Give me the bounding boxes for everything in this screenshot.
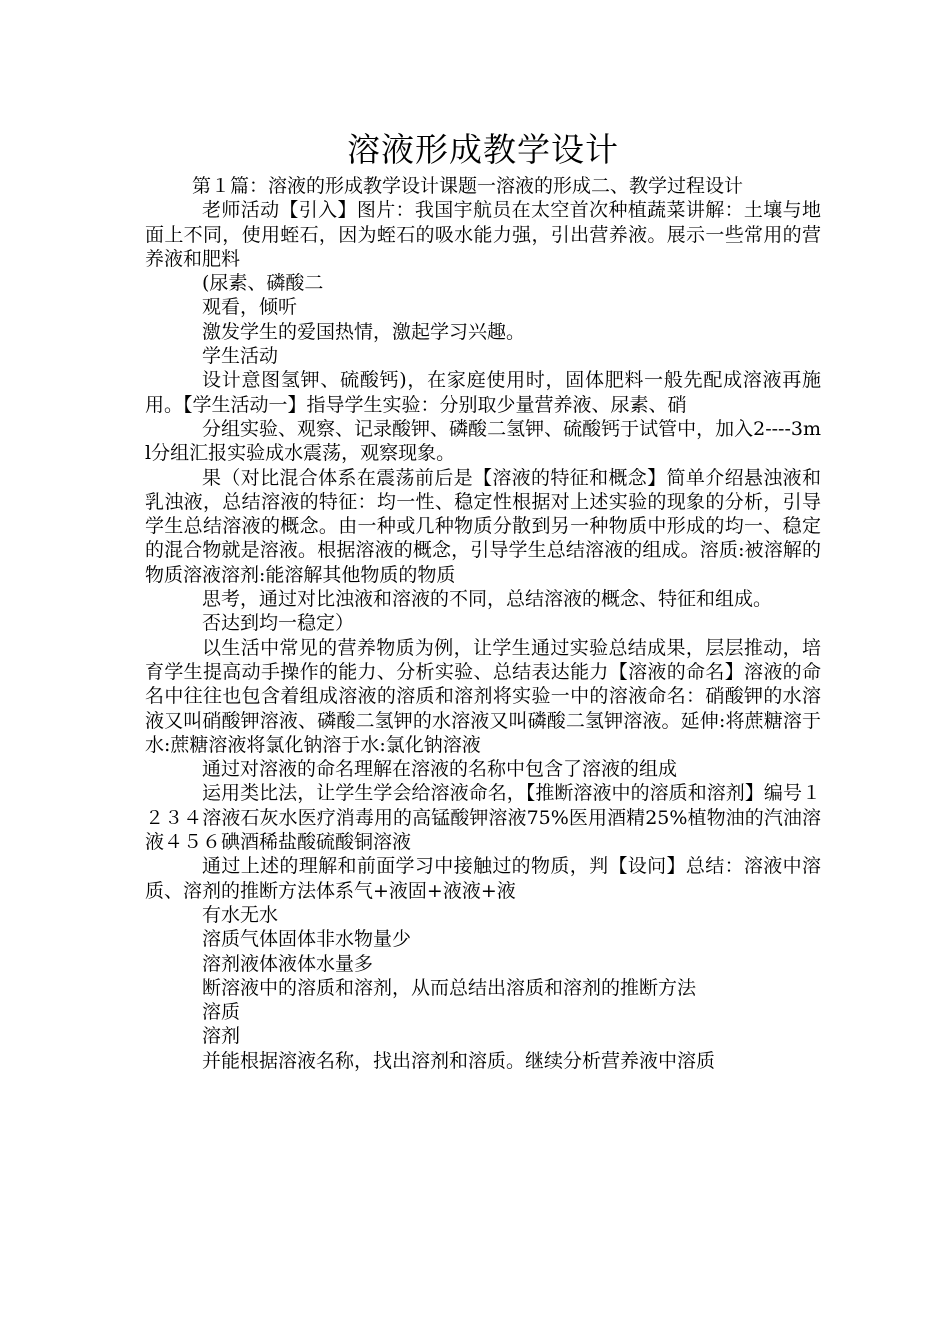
paragraph: 溶质 (202, 1001, 241, 1024)
paragraph: 第１篇：溶液的形成教学设计课题一溶液的形成二、教学过程设计 (192, 175, 744, 197)
paragraph: 以生活中常见的营养物质为例，让学生通过实验总结成果，层层推动，培育学生提高动手操作的能力、分析实验、总结表达能力【溶液的命名】溶液的命名中往往也包含着组成溶液的溶质和溶剂将实验一中的溶液命名：硝酸钾的水溶液又叫硝酸钾溶液、磷酸二氢钾的水溶液又叫磷酸二氢钾溶液。延伸:将蔗糖溶于水:蔗糖溶液将氯化钠溶于水:氯化钠溶液 (145, 636, 821, 756)
paragraph: 设计意图氢钾、硫酸钙)，在家庭使用时，固体肥料一般先配成溶液再施用。【学生活动一】指导学生实验：分别取少量营养液、尿素、硝 (145, 369, 821, 416)
paragraph: 分组实验、观察、记录酸钾、磷酸二氢钾、硫酸钙于试管中，加入2----3ml分组汇报实验成水震荡，观察现象。 (145, 417, 821, 465)
paragraph: 溶质气体固体非水物量少 (202, 928, 412, 951)
paragraph: 果（对比混合体系在震荡前后是【溶液的特征和概念】简单介绍悬浊液和乳浊液，总结溶液的特征：均一性、稳定性根据对上述实验的现象的分析，引导学生总结溶液的概念。由一种或几种物质分散到另一种物质中形成的均一、稳定的混合物就是溶液。根据溶液的概念，引导学生总结溶液的组成。溶质:被溶解的物质溶液溶剂:能溶解其他物质的物质 (145, 466, 821, 586)
paragraph: 通过对溶液的命名理解在溶液的名称中包含了溶液的组成 (202, 758, 678, 781)
paragraph: 通过上述的理解和前面学习中接触过的物质，判【设问】总结：溶液中溶质、溶剂的推断方法体系气+液固+液液+液 (145, 855, 821, 902)
paragraph: 溶剂液体液体水量多 (202, 952, 374, 975)
paragraph: 激发学生的爱国热情，激起学习兴趣。 (202, 320, 526, 343)
document-title: 溶液形成教学设计 (347, 130, 619, 169)
document-body (145, 128, 821, 1073)
paragraph: 运用类比法，让学生学会给溶液命名，【推断溶液中的溶质和溶剂】编号１２３４溶液石灰水医疗消毒用的高锰酸钾溶液75%医用酒精25%植物油的汽油溶液４５６碘酒稀盐酸硫酸铜溶液 (145, 782, 821, 854)
paragraph: 断溶液中的溶质和溶剂，从而总结出溶质和溶剂的推断方法 (202, 976, 697, 999)
paragraph: 否达到均一稳定） (202, 612, 355, 635)
paragraph: 溶剂 (202, 1025, 241, 1048)
paragraph: 思考，通过对比浊液和溶液的不同，总结溶液的概念、特征和组成。 (202, 588, 773, 611)
paragraph: 老师活动【引入】图片：我国宇航员在太空首次种植蔬菜讲解：土壤与地面上不同，使用蛭石，因为蛭石的吸水能力强，引出营养液。展示一些常用的营养液和肥料 (145, 199, 821, 270)
paragraph: 并能根据溶液名称，找出溶剂和溶质。继续分析营养液中溶质 (202, 1049, 716, 1072)
paragraph: 学生活动 (202, 345, 279, 368)
paragraph: 有水无水 (202, 903, 279, 926)
paragraph: 观看，倾听 (202, 296, 298, 319)
paragraph: (尿素、磷酸二 (202, 272, 324, 295)
